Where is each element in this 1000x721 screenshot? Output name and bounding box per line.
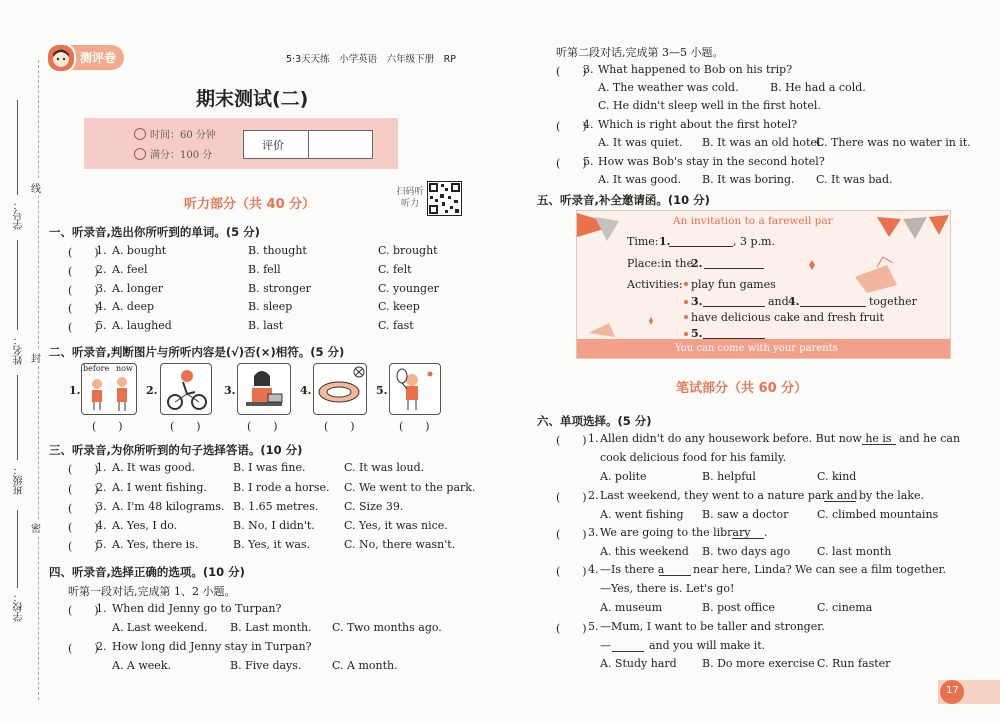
option-a[interactable]: A. this weekend bbox=[600, 545, 689, 558]
option-c[interactable]: C. climbed mountains bbox=[817, 508, 939, 521]
answer-paren[interactable]: ( ) bbox=[68, 246, 99, 259]
option-a[interactable]: A. The weather was cold. bbox=[598, 81, 739, 94]
s1-title: 一、听录音,选出你所听到的单词。(5 分) bbox=[49, 225, 260, 239]
activity-3-blank[interactable] bbox=[703, 306, 765, 307]
option-b[interactable]: B. last bbox=[248, 319, 284, 332]
q-num: 2. bbox=[96, 481, 107, 494]
avatar bbox=[46, 43, 76, 73]
option-c[interactable]: C. He didn't sleep well in the first hotel. bbox=[598, 99, 821, 112]
option-c[interactable]: C. younger bbox=[378, 282, 439, 295]
place-num: 2. bbox=[691, 257, 703, 270]
qr-code-icon[interactable] bbox=[428, 182, 461, 215]
q-num: 4. bbox=[96, 300, 107, 313]
question-text: We are going to the library bbox=[600, 526, 751, 539]
option-b[interactable]: B. two days ago bbox=[702, 545, 791, 558]
answer-paren[interactable]: ( ) bbox=[556, 434, 587, 447]
binding-name-label: 姓名： bbox=[14, 335, 25, 365]
answer-paren[interactable]: ( ) bbox=[68, 604, 99, 617]
activity-1: play fun games bbox=[691, 278, 776, 291]
info-score: 满分：100 分 bbox=[150, 150, 213, 161]
time-suffix: , 3 p.m. bbox=[733, 235, 775, 248]
binding-cut-char: 密 bbox=[31, 520, 41, 535]
option-c[interactable]: C. A month. bbox=[332, 659, 398, 672]
s3-title: 三、听录音,为你所听到的句子选择答语。(10 分) bbox=[49, 443, 303, 457]
answer-paren[interactable]: ( ) bbox=[68, 284, 99, 297]
info-time: 时间：60 分钟 bbox=[150, 130, 216, 141]
question: What happened to Bob on his trip? bbox=[598, 63, 793, 76]
series-label: 5·3天天练 小学英语 六年级下册 RP bbox=[286, 54, 456, 65]
binding-number-blank bbox=[17, 100, 18, 195]
option-b[interactable]: B. helpful bbox=[702, 470, 756, 483]
picture-2 bbox=[160, 363, 212, 415]
bullet-icon bbox=[684, 282, 688, 286]
activities-label: Activities: bbox=[627, 278, 683, 291]
q-num: 5. bbox=[96, 538, 107, 551]
option-b[interactable]: B. It was boring. bbox=[702, 173, 795, 186]
activity-2-tail: together bbox=[869, 295, 917, 308]
question-text-tail: and you will make it. bbox=[649, 639, 766, 652]
option-c[interactable]: C. felt bbox=[378, 263, 412, 276]
q-num: 2. bbox=[96, 640, 107, 653]
q-num: 1. bbox=[96, 461, 107, 474]
answer-paren-pic-2[interactable]: ( ) bbox=[170, 420, 201, 433]
answer-paren-pic-5[interactable]: ( ) bbox=[399, 420, 430, 433]
option-a[interactable]: A. It was good. bbox=[112, 461, 196, 474]
writing-title: 笔试部分（共 60 分） bbox=[676, 381, 808, 396]
question: When did Jenny go to Turpan? bbox=[112, 602, 282, 615]
option-c[interactable]: C. Run faster bbox=[817, 657, 891, 670]
question-text: —Mum, I want to be taller and stronger. bbox=[600, 620, 825, 633]
option-b[interactable]: B. Do more exercise bbox=[702, 657, 815, 670]
binding-school-blank bbox=[17, 510, 18, 588]
q-num: 4. bbox=[588, 563, 599, 576]
place-text: in the bbox=[661, 257, 694, 270]
option-b[interactable]: B. saw a doctor bbox=[702, 508, 789, 521]
answer-paren[interactable]: ( ) bbox=[68, 521, 99, 534]
answer-blank[interactable] bbox=[659, 563, 691, 576]
q-num: 3. bbox=[583, 63, 594, 76]
option-a[interactable]: A. Last weekend. bbox=[112, 621, 208, 634]
listening-title: 听力部分（共 40 分） bbox=[184, 197, 316, 212]
option-a[interactable]: A. I'm 48 kilograms. bbox=[112, 500, 225, 513]
option-b[interactable]: B. He had a cold. bbox=[770, 81, 866, 94]
option-c[interactable]: C. We went to the park. bbox=[344, 481, 476, 494]
option-c[interactable]: C. Yes, it was nice. bbox=[344, 519, 448, 532]
q-num: 4. bbox=[96, 519, 107, 532]
binding-line-char: 线 bbox=[31, 180, 41, 195]
time-num: 1. bbox=[659, 235, 671, 248]
answer-paren[interactable]: ( ) bbox=[556, 157, 587, 170]
now-label: now bbox=[116, 364, 133, 373]
option-b[interactable]: B. stronger bbox=[248, 282, 311, 295]
dash: — bbox=[600, 639, 611, 652]
page-number: 17 bbox=[946, 685, 959, 696]
answer-paren[interactable]: ( ) bbox=[556, 528, 587, 541]
s6-title: 六、单项选择。(5 分) bbox=[537, 414, 652, 428]
option-b[interactable]: B. sleep bbox=[248, 300, 293, 313]
question-text-tail: . bbox=[764, 526, 768, 539]
answer-paren[interactable]: ( ) bbox=[556, 120, 587, 133]
page-title: 期末测试(二) bbox=[196, 88, 309, 110]
option-a[interactable]: A. laughed bbox=[112, 319, 172, 332]
activity-2-num: 3. bbox=[691, 295, 703, 308]
activity-4-num: 5. bbox=[691, 327, 703, 340]
option-b[interactable]: B. It was an old hotel. bbox=[702, 136, 824, 149]
option-c[interactable]: C. Size 39. bbox=[344, 500, 404, 513]
option-a[interactable]: A. A week. bbox=[112, 659, 171, 672]
pic-num-5: 5. bbox=[376, 384, 388, 397]
option-a[interactable]: A. It was quiet. bbox=[598, 136, 683, 149]
answer-blank[interactable] bbox=[612, 639, 644, 652]
bullet-icon bbox=[684, 332, 688, 336]
question-text: —Is there a bbox=[600, 563, 665, 576]
question-text: cook delicious food for his family. bbox=[600, 451, 787, 464]
option-a[interactable]: A. went fishing bbox=[600, 508, 684, 521]
answer-paren-pic-4[interactable]: ( ) bbox=[324, 420, 355, 433]
activity-2-and: and bbox=[768, 295, 789, 308]
badge-label: 测评卷 bbox=[80, 51, 117, 65]
option-c[interactable]: C. No, there wasn't. bbox=[344, 538, 456, 551]
s4-title: 四、听录音,选择正确的选项。(10 分) bbox=[49, 565, 245, 579]
activity-2-num2: 4. bbox=[788, 295, 800, 308]
bullet-icon bbox=[684, 300, 688, 304]
option-c[interactable]: C. kind bbox=[817, 470, 857, 483]
option-b[interactable]: B. I rode a horse. bbox=[233, 481, 330, 494]
q-num: 3. bbox=[96, 500, 107, 513]
question-text: Allen didn't do any housework before. But now he is bbox=[600, 432, 892, 445]
question: Which is right about the first hotel? bbox=[598, 118, 798, 131]
q-num: 1. bbox=[588, 432, 599, 445]
option-a[interactable]: A. Yes, there is. bbox=[112, 538, 199, 551]
q-num: 5. bbox=[96, 319, 107, 332]
q-num: 3. bbox=[588, 526, 599, 539]
answer-paren[interactable]: ( ) bbox=[68, 642, 99, 655]
q-num: 5. bbox=[588, 620, 599, 633]
picture-3 bbox=[237, 363, 291, 415]
option-c[interactable]: C. There was no water in it. bbox=[816, 136, 971, 149]
answer-blank[interactable] bbox=[732, 526, 764, 539]
binding-school-label: 学校： bbox=[14, 592, 25, 622]
option-b[interactable]: B. 1.65 metres. bbox=[233, 500, 319, 513]
qr-label: 扫码听听力 bbox=[396, 187, 424, 209]
option-c[interactable]: C. brought bbox=[378, 244, 438, 257]
answer-blank[interactable] bbox=[824, 489, 856, 502]
option-a[interactable]: A. Yes, I do. bbox=[112, 519, 178, 532]
invitation-card bbox=[576, 210, 951, 359]
option-a[interactable]: A. Study hard bbox=[600, 657, 677, 670]
q-num: 2. bbox=[588, 489, 599, 502]
place-label: Place: bbox=[627, 257, 661, 270]
question-text-tail: by the lake. bbox=[859, 489, 925, 502]
option-c[interactable]: C. It was bad. bbox=[816, 173, 893, 186]
place-blank[interactable] bbox=[704, 268, 764, 269]
picture-5 bbox=[389, 363, 441, 415]
question: How long did Jenny stay in Turpan? bbox=[112, 640, 312, 653]
pic-num-4: 4. bbox=[300, 384, 312, 397]
answer-paren-pic-3[interactable]: ( ) bbox=[247, 420, 278, 433]
eval-label: 评价 bbox=[262, 139, 284, 152]
answer-paren[interactable]: ( ) bbox=[68, 502, 99, 515]
q-num: 4. bbox=[583, 118, 594, 131]
q-num: 2. bbox=[96, 263, 107, 276]
invitation-heading: An invitation to a farewell par bbox=[673, 215, 833, 227]
option-c[interactable]: C. last month bbox=[817, 545, 892, 558]
answer-paren[interactable]: ( ) bbox=[68, 302, 99, 315]
option-a[interactable]: A. feel bbox=[112, 263, 148, 276]
answer-paren[interactable]: ( ) bbox=[68, 540, 99, 553]
pic-num-2: 2. bbox=[146, 384, 158, 397]
binding-class-label: 班级： bbox=[14, 465, 25, 495]
option-b[interactable]: B. No, I didn't. bbox=[233, 519, 315, 532]
binding-dashed-line bbox=[38, 60, 39, 700]
option-c[interactable]: C. cinema bbox=[817, 601, 873, 614]
option-b[interactable]: B. thought bbox=[248, 244, 307, 257]
binding-class-blank bbox=[17, 375, 18, 460]
option-a[interactable]: A. bought bbox=[112, 244, 167, 257]
answer-paren[interactable]: ( ) bbox=[556, 65, 587, 78]
answer-paren[interactable]: ( ) bbox=[556, 565, 587, 578]
q-num: 3. bbox=[96, 282, 107, 295]
before-label: before bbox=[83, 364, 110, 373]
s4-intro-2: 听第二段对话,完成第 3—5 小题。 bbox=[556, 46, 724, 59]
invitation-footer: You can come with your parents bbox=[675, 343, 838, 354]
check-icon bbox=[134, 148, 146, 160]
binding-name-blank bbox=[17, 240, 18, 330]
question-text: —Yes, there is. Let's go! bbox=[600, 582, 735, 595]
option-c[interactable]: C. Two months ago. bbox=[332, 621, 442, 634]
option-a[interactable]: A. deep bbox=[112, 300, 155, 313]
answer-paren[interactable]: ( ) bbox=[68, 483, 99, 496]
option-a[interactable]: A. polite bbox=[600, 470, 647, 483]
option-c[interactable]: C. fast bbox=[378, 319, 414, 332]
time-blank[interactable] bbox=[669, 246, 733, 247]
question-text-tail: near here, Linda? We can see a film together. bbox=[693, 563, 947, 576]
bullet-icon bbox=[684, 315, 688, 319]
activity-5-blank[interactable] bbox=[703, 338, 765, 339]
answer-paren-pic-1[interactable]: ( ) bbox=[92, 420, 123, 433]
pic-num-3: 3. bbox=[224, 384, 236, 397]
binding-seal-char: 封 bbox=[31, 350, 41, 365]
question-text-tail: and he can bbox=[899, 432, 961, 445]
s2-title: 二、听录音,判断图片与所听内容是(√)否(×)相符。(5 分) bbox=[49, 345, 345, 359]
option-b[interactable]: B. fell bbox=[248, 263, 281, 276]
option-b[interactable]: B. Five days. bbox=[230, 659, 302, 672]
binding-number-label: 学号： bbox=[14, 200, 25, 230]
pic-num-1: 1. bbox=[69, 384, 81, 397]
answer-paren[interactable]: ( ) bbox=[556, 491, 587, 504]
option-b[interactable]: B. I was fine. bbox=[233, 461, 306, 474]
picture-1 bbox=[81, 363, 137, 415]
option-a[interactable]: A. I went fishing. bbox=[112, 481, 207, 494]
option-b[interactable]: B. Last month. bbox=[230, 621, 312, 634]
q-num: 5. bbox=[583, 155, 594, 168]
option-b[interactable]: B. Yes, it was. bbox=[233, 538, 311, 551]
q-num: 1. bbox=[96, 602, 107, 615]
option-a[interactable]: A. It was good. bbox=[598, 173, 682, 186]
answer-paren[interactable]: ( ) bbox=[556, 622, 587, 635]
eval-divider bbox=[308, 130, 309, 158]
clock-icon bbox=[134, 128, 146, 140]
answer-blank[interactable] bbox=[862, 432, 896, 445]
answer-paren[interactable]: ( ) bbox=[68, 321, 99, 334]
answer-paren[interactable]: ( ) bbox=[68, 265, 99, 278]
option-c[interactable]: C. It was loud. bbox=[344, 461, 425, 474]
question: How was Bob's stay in the second hotel? bbox=[598, 155, 825, 168]
option-c[interactable]: C. keep bbox=[378, 300, 420, 313]
question-text: Last weekend, they went to a nature park and bbox=[600, 489, 858, 502]
time-label: Time: bbox=[627, 235, 659, 248]
activity-4-blank[interactable] bbox=[800, 306, 866, 307]
option-a[interactable]: A. longer bbox=[112, 282, 163, 295]
q-num: 1. bbox=[96, 244, 107, 257]
option-a[interactable]: A. museum bbox=[600, 601, 663, 614]
option-b[interactable]: B. post office bbox=[702, 601, 775, 614]
s4-intro-1: 听第一段对话,完成第 1、2 小题。 bbox=[68, 585, 236, 598]
answer-paren[interactable]: ( ) bbox=[68, 463, 99, 476]
picture-4 bbox=[313, 363, 367, 415]
activity-3: have delicious cake and fresh fruit bbox=[691, 311, 884, 324]
s5-title: 五、听录音,补全邀请函。(10 分) bbox=[537, 193, 710, 207]
